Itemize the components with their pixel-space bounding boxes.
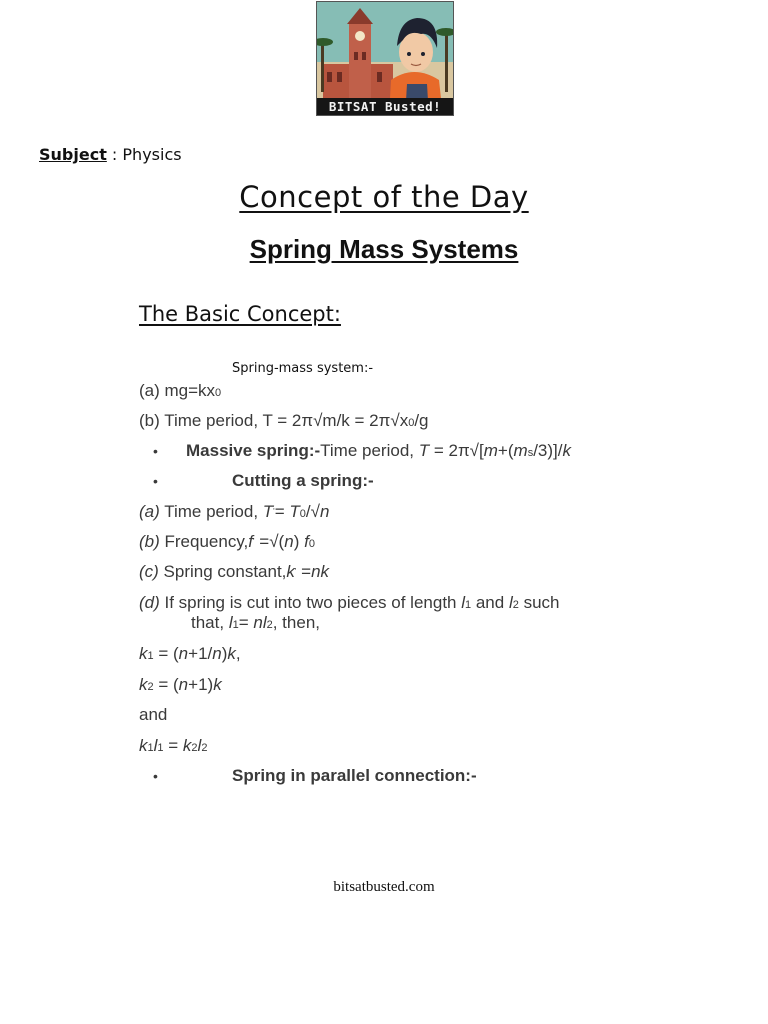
subscript: 0 [215,387,222,399]
subscript: 1 [147,650,154,662]
subscript: 1 [232,619,239,631]
var-l1: l [461,593,465,612]
cut-equation-d [139,593,559,615]
var-m: m [483,441,498,460]
cutting-spring-heading [232,471,374,491]
subscript: 2 [191,742,198,754]
bullet-icon: • [153,443,158,459]
subscript: 1 [157,742,164,754]
var-n: n [178,644,189,663]
subject-separator: : [106,145,123,164]
var-l: l [153,736,158,755]
subscript: 2 [201,742,208,754]
prime: ' [294,567,297,576]
and-text: and [471,593,509,612]
var-f: f [248,532,254,551]
bullet-icon: • [153,473,158,489]
massive-plus: +( [497,441,514,460]
equation-k1 [139,644,241,666]
var-n: n [319,502,330,521]
subject-key: Subject [39,145,107,164]
item-label: (b) [139,532,160,551]
logo-caption: BITSAT Busted! [317,98,453,115]
parallel-connection-heading [232,766,477,786]
cut-equation-a [139,502,329,524]
that-text: that, [191,613,229,632]
cutting-spring-label: Cutting a spring:- [232,471,374,490]
var-k: k [182,736,192,755]
var-k: k [213,675,222,694]
var-k: k [139,736,148,755]
var-T: T [418,441,430,460]
cut-a-text: Time period, [159,502,263,521]
then-text: , then, [272,613,320,632]
var-f0: f [304,532,309,551]
equals: = ( [153,675,179,694]
close-paren: ) [293,532,305,551]
cut-d-text: If spring is cut into two pieces of length [159,593,462,612]
var-k: k [139,644,148,663]
massive-spring-label: Massive spring:- [186,441,321,460]
cut-equation-c [139,562,329,582]
var-T0: T [289,502,300,521]
subscript: 0 [299,508,306,520]
subscript: 2 [512,599,519,611]
subscript: 1 [147,742,154,754]
item-label: (d) [139,593,160,612]
var-k: k [139,675,148,694]
subscript: 0 [408,417,415,429]
basic-concept-heading: The Basic Concept: [139,302,341,326]
massive-spring-line [186,441,571,463]
cut-equation-d-cont [191,613,320,635]
topic-title-text: Spring Mass Systems [249,234,519,264]
subscript: 2 [266,619,273,631]
var-nl: nl [253,613,267,632]
equals: = [296,562,312,581]
and-line: and [139,705,168,724]
equation-a-text: (a) mg=kx [139,381,216,400]
equals: = ( [153,644,179,663]
var-k: k [562,441,571,460]
spring-mass-subheading: Spring-mass system:- [232,361,374,376]
var-nk: nk [311,562,330,581]
var-k: k [286,562,295,581]
subscript: 1 [465,599,472,611]
prime: ' [253,537,255,546]
equals: = [238,613,254,632]
item-label: (c) [139,562,159,581]
var-n: n [178,675,189,694]
bitsat-busted-logo [316,1,454,116]
close-paren: ) [221,644,228,663]
equation-b-text: (b) Time period, T = 2π√m/k = 2π√x [139,411,409,430]
var-l2: l [508,593,513,612]
equals: = [274,502,290,521]
topic-title [0,234,768,265]
subject-value: Physics [122,145,182,164]
equation-k-l [139,736,207,758]
massive-text: Time period, [320,441,419,460]
equation-a [139,381,221,403]
concept-heading-text: Concept of the Day [239,180,529,214]
var-n: n [212,644,222,663]
such-text: such [518,593,560,612]
var-l1: l [228,613,233,632]
subscript: 0 [308,538,315,550]
massive-tail: /3)]/ [533,441,563,460]
cut-a-rest: /√ [305,502,320,521]
bullet-icon: • [153,768,158,784]
equals: = [163,736,183,755]
parallel-connection-label: Spring in parallel connection:- [232,766,477,785]
equation-b [139,411,429,433]
equation-b-tail: /g [414,411,429,430]
equation-k2 [139,675,222,697]
prime: ' [273,507,275,516]
cut-c-text: Spring constant, [158,562,287,581]
comma: , [235,644,241,663]
var-T: T [262,502,274,521]
cut-equation-b [139,532,315,554]
subscript: 2 [147,681,154,693]
var-n: n [284,532,294,551]
item-label: (a) [139,502,160,521]
subscript: s [527,447,534,459]
concept-heading [0,180,768,214]
cut-b-text: Frequency, [159,532,249,551]
massive-eq: = 2π√[ [429,441,484,460]
k1-mid: +1/ [188,644,213,663]
equals: =√( [254,532,285,551]
var-ms: m [513,441,528,460]
close-paren: +1) [188,675,214,694]
var-l: l [197,736,202,755]
footer-site: bitsatbusted.com [333,879,435,895]
var-k: k [227,644,236,663]
subject-line [39,145,182,164]
